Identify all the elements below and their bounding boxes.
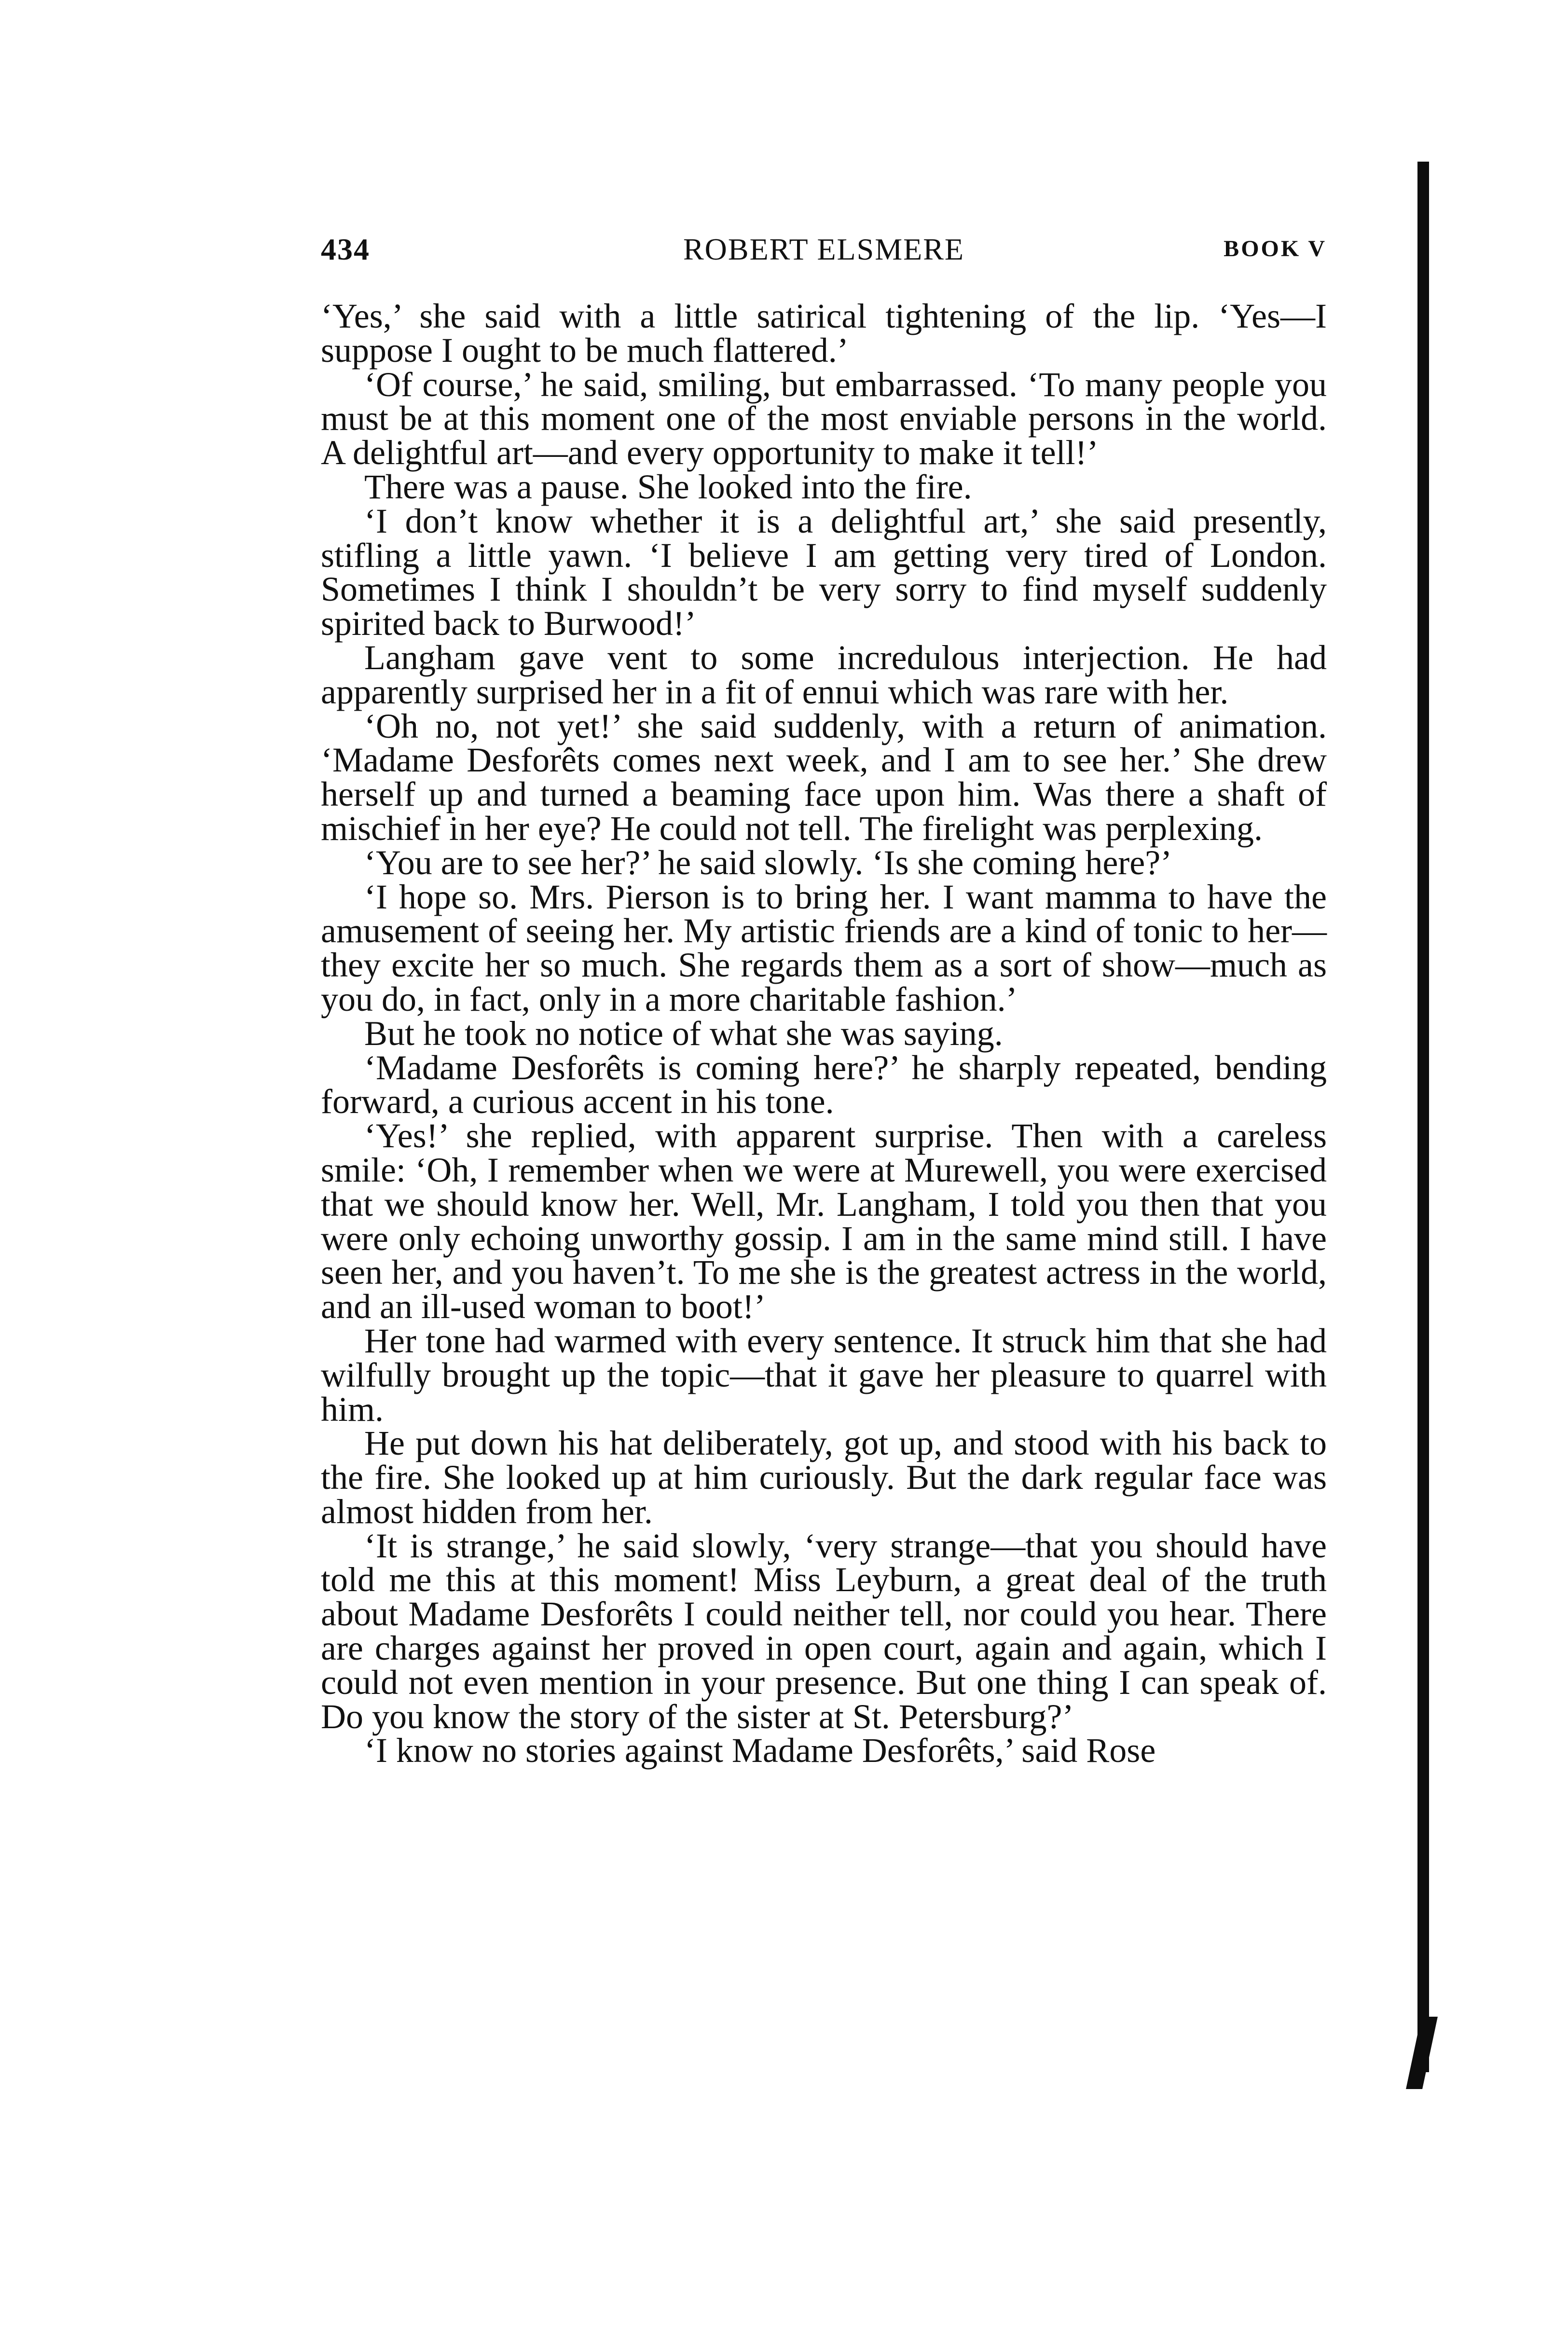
paragraph: ‘Madame Desforêts is coming here?’ he sharply repeated, bending forward, a curious accent in his tone. — [321, 1048, 1327, 1121]
paragraph: But he took no notice of what she was saying. — [364, 1014, 1003, 1053]
paragraph: There was a pause. She looked into the fire. — [364, 467, 972, 506]
paragraph: ‘Of course,’ he said, smiling, but embarrassed. ‘To many people you must be at this moment one of the most enviable persons in the world. A delightful art—and every opportunity to make it tell!’ — [321, 365, 1327, 472]
section-label: BOOK V — [1224, 236, 1327, 261]
page-edge-shadow — [1417, 162, 1429, 2072]
paragraph: He put down his hat deliberately, got up, and stood with his back to the fire. She looked up at him curiously. But the dark regular face was almost hidden from her. — [321, 1424, 1327, 1531]
paragraph: ‘I hope so. Mrs. Pierson is to bring her. I want mamma to have the amusement of seeing her. My artistic friends are a kind of tonic to her—they excite her so much. She regards them as a sort of show—much as you do, in fact, only in a more charitable fashion.’ — [321, 877, 1327, 1018]
paragraph: ‘You are to see her?’ he said slowly. ‘Is she coming here?’ — [364, 843, 1172, 882]
page-edge-shadow-tail — [1406, 2017, 1438, 2089]
body-text — [321, 299, 1327, 1768]
page-number: 434 — [321, 232, 370, 266]
paragraph: ‘Oh no, not yet!’ she said suddenly, with a return of animation. ‘Madame Desforêts comes next week, and I am to see her.’ She drew herself up and turned a beaming face upon him. Was there a shaft of mischief in her eye? He could not tell. The firelight was perplexing. — [321, 706, 1327, 848]
paragraph: ‘Yes,’ she said with a little satirical tightening of the lip. ‘Yes—I suppose I ought to be much flattered.’ — [321, 297, 1327, 370]
paragraph: Her tone had warmed with every sentence. It struck him that she had wilfully brought up the topic—that it gave her pleasure to quarrel with him. — [321, 1321, 1327, 1429]
running-title: ROBERT ELSMERE — [683, 232, 965, 266]
paragraph: ‘Yes!’ she replied, with apparent surprise. Then with a careless smile: ‘Oh, I remember when we were at Murewell, you were exercised that we should know her. Well, Mr. Langham, I told you then that you were only echoing unworthy gossip. I am in the same mind still. I have seen her, and you haven’t. To me she is the greatest actress in the world, and an ill-used woman to boot!’ — [321, 1116, 1327, 1326]
paragraph: ‘I don’t know whether it is a delightful art,’ she said presently, stifling a little yawn. ‘I believe I am getting very tired of London. Sometimes I think I shouldn’t be very sorry to find myself suddenly spirited back to Burwood!’ — [321, 501, 1327, 643]
paragraph: Langham gave vent to some incredulous interjection. He had apparently surprised her in a fit of ennui which was rare with her. — [321, 638, 1327, 711]
running-head — [321, 232, 1327, 275]
paragraph: ‘It is strange,’ he said slowly, ‘very strange—that you should have told me this at this moment! Miss Leyburn, a great deal of the truth about Madame Desforêts I could neither tell, nor could you hear. There are charges against her proved in open court, again and again, which I could not even mention in your presence. But one thing I can speak of. Do you know the story of the sister at St. Petersburg?’ — [321, 1526, 1327, 1736]
paragraph: ‘I know no stories against Madame Desforêts,’ said Rose — [364, 1731, 1156, 1770]
